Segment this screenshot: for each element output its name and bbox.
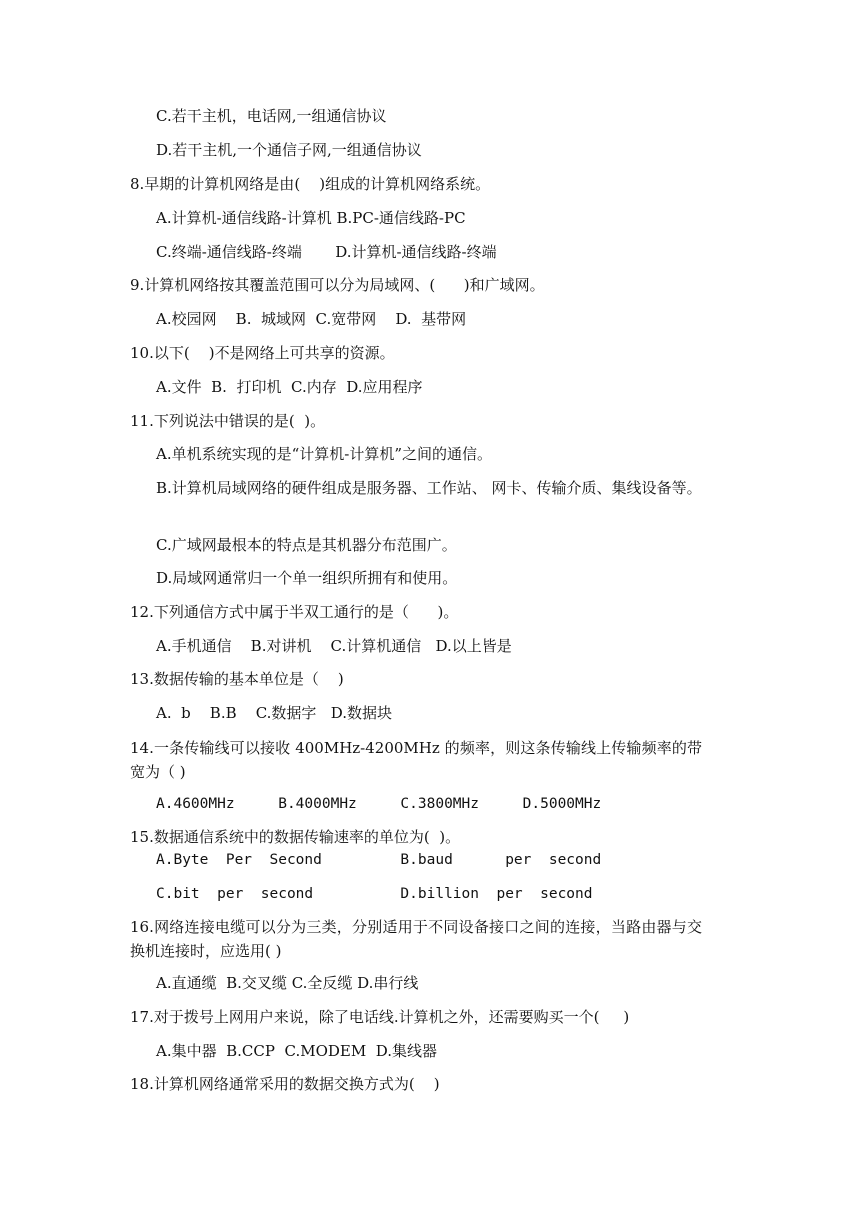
option-11c: C.广域网最根本的特点是其机器分布范围广。 [156, 536, 457, 554]
option-11d: D.局域网通常归一个单一组织所拥有和使用。 [156, 569, 458, 587]
option-11b: B.计算机局域网络的硬件组成是服务器、工作站、 网卡、传输介质、集线设备等。 [156, 479, 702, 497]
question-17: 17.对于拨号上网用户来说，除了电话线.计算机之外，还需要购买一个( ) [130, 1008, 630, 1026]
option-11a: A.单机系统实现的是“计算机-计算机”之间的通信。 [156, 445, 493, 463]
question-11: 11.下列说法中错误的是( )。 [130, 412, 326, 430]
options-13: A. b B.B C.数据字 D.数据块 [156, 704, 392, 722]
options-9: A.校园网 B. 城域网 C.宽带网 D. 基带网 [156, 310, 467, 328]
question-12: 12.下列通信方式中属于半双工通行的是（ )。 [130, 603, 459, 621]
question-16: 16.网络连接电缆可以分为三类，分别适用于不同设备接口之间的连接，当路由器与交换机连接时，应选用( ) [130, 918, 702, 960]
question-14: 14.一条传输线可以接收 400MHz-4200MHz 的频率，则这条传输线上传输频率的带宽为（ ) [130, 739, 702, 781]
question-9: 9.计算机网络按其覆盖范围可以分为局域网、( )和广域网。 [130, 276, 545, 294]
options-12: A.手机通信 B.对讲机 C.计算机通信 D.以上皆是 [156, 637, 512, 655]
options-14: A.4600MHz B.4000MHz C.3800MHz D.5000MHz [156, 796, 602, 812]
options-16: A.直通缆 B.交叉缆 C.全反缆 D.串行线 [156, 974, 419, 992]
options-10: A.文件 B. 打印机 C.内存 D.应用程序 [156, 378, 423, 396]
question-13: 13.数据传输的基本单位是（ ) [130, 670, 344, 688]
options-8-cd: C.终端-通信线路-终端 D.计算机-通信线路-终端 [156, 243, 497, 261]
options-17: A.集中器 B.CCP C.MODEM D.集线器 [156, 1042, 438, 1060]
question-15: 15.数据通信系统中的数据传输速率的单位为( )。 [130, 828, 461, 846]
option-7c: C.若干主机，电话网,一组通信协议 [156, 107, 387, 125]
question-18: 18.计算机网络通常采用的数据交换方式为( ) [130, 1075, 440, 1093]
question-10: 10.以下( )不是网络上可共享的资源。 [130, 344, 395, 362]
options-15-ab: A.Byte Per Second B.baud per second [156, 852, 602, 868]
option-7d: D.若干主机,一个通信子网,一组通信协议 [156, 141, 422, 159]
question-8: 8.早期的计算机网络是由( )组成的计算机网络系统。 [130, 175, 491, 193]
options-8-ab: A.计算机-通信线路-计算机 B.PC-通信线路-PC [156, 209, 466, 227]
options-15-cd: C.bit per second D.billion per second [156, 886, 593, 902]
